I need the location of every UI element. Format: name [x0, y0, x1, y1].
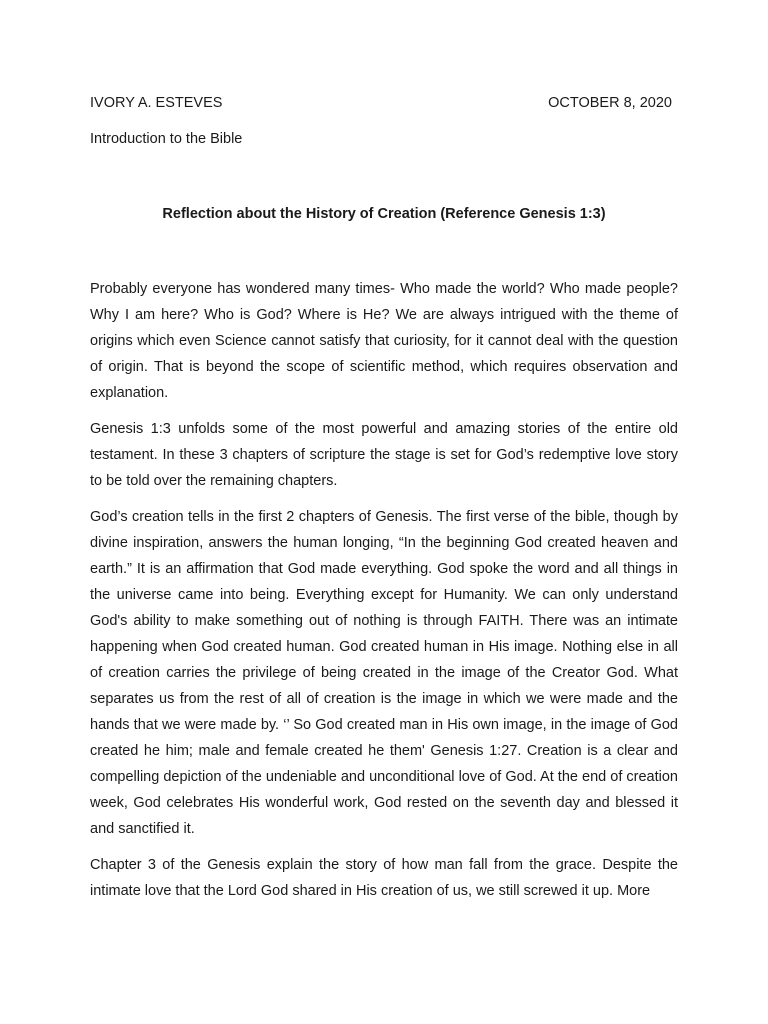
paragraph: Genesis 1:3 unfolds some of the most powerful and amazing stories of the entire old testament. In these 3 chapters of scripture the stage is set for God’s redemptive love story to be told over the remaining chapters.	[90, 421, 678, 489]
paragraph: Chapter 3 of the Genesis explain the story of how man fall from the grace. Despite the intimate love that the Lord God shared in His creation of us, we still screwed it up. More	[90, 857, 678, 899]
author-name: IVORY A. ESTEVES	[90, 95, 223, 111]
document-title: Reflection about the History of Creation (Reference Genesis 1:3)	[162, 206, 606, 222]
paragraph: God’s creation tells in the first 2 chapters of Genesis. The first verse of the bible, though by divine inspiration, answers the human longing, “In the beginning God created heaven and earth.” It is an affirmation that God made everything. God spoke the word and all things in the universe came into being. Everything except for Humanity. We can only understand God's ability to make something out of nothing is through FAITH. There was an intimate happening when God created human. God created human in His image. Nothing else in all of creation carries the privilege of being created in the image of the Creator God. What separates us from the rest of all of creation is the image in which we were made and the hands that we were made by. ‘’ So God created man in His own image, in the image of God created he him; male and female created he them' Genesis 1:27. Creation is a clear and compelling depiction of the undeniable and unconditional love of God. At the end of creation week, God celebrates His wonderful work, God rested on the seventh day and blessed it and sanctified it.	[90, 509, 678, 837]
document-body	[90, 276, 678, 914]
document-date: OCTOBER 8, 2020	[548, 95, 672, 111]
header-row	[90, 93, 672, 113]
paragraph: Probably everyone has wondered many times- Who made the world? Who made people? Why I am here? Who is God? Where is He? We are always intrigued with the theme of origins which even Science cannot satisfy that curiosity, for it cannot deal with the question of origin. That is beyond the scope of scientific method, which requires observation and explanation.	[90, 281, 678, 401]
course-name: Introduction to the Bible	[90, 131, 243, 147]
